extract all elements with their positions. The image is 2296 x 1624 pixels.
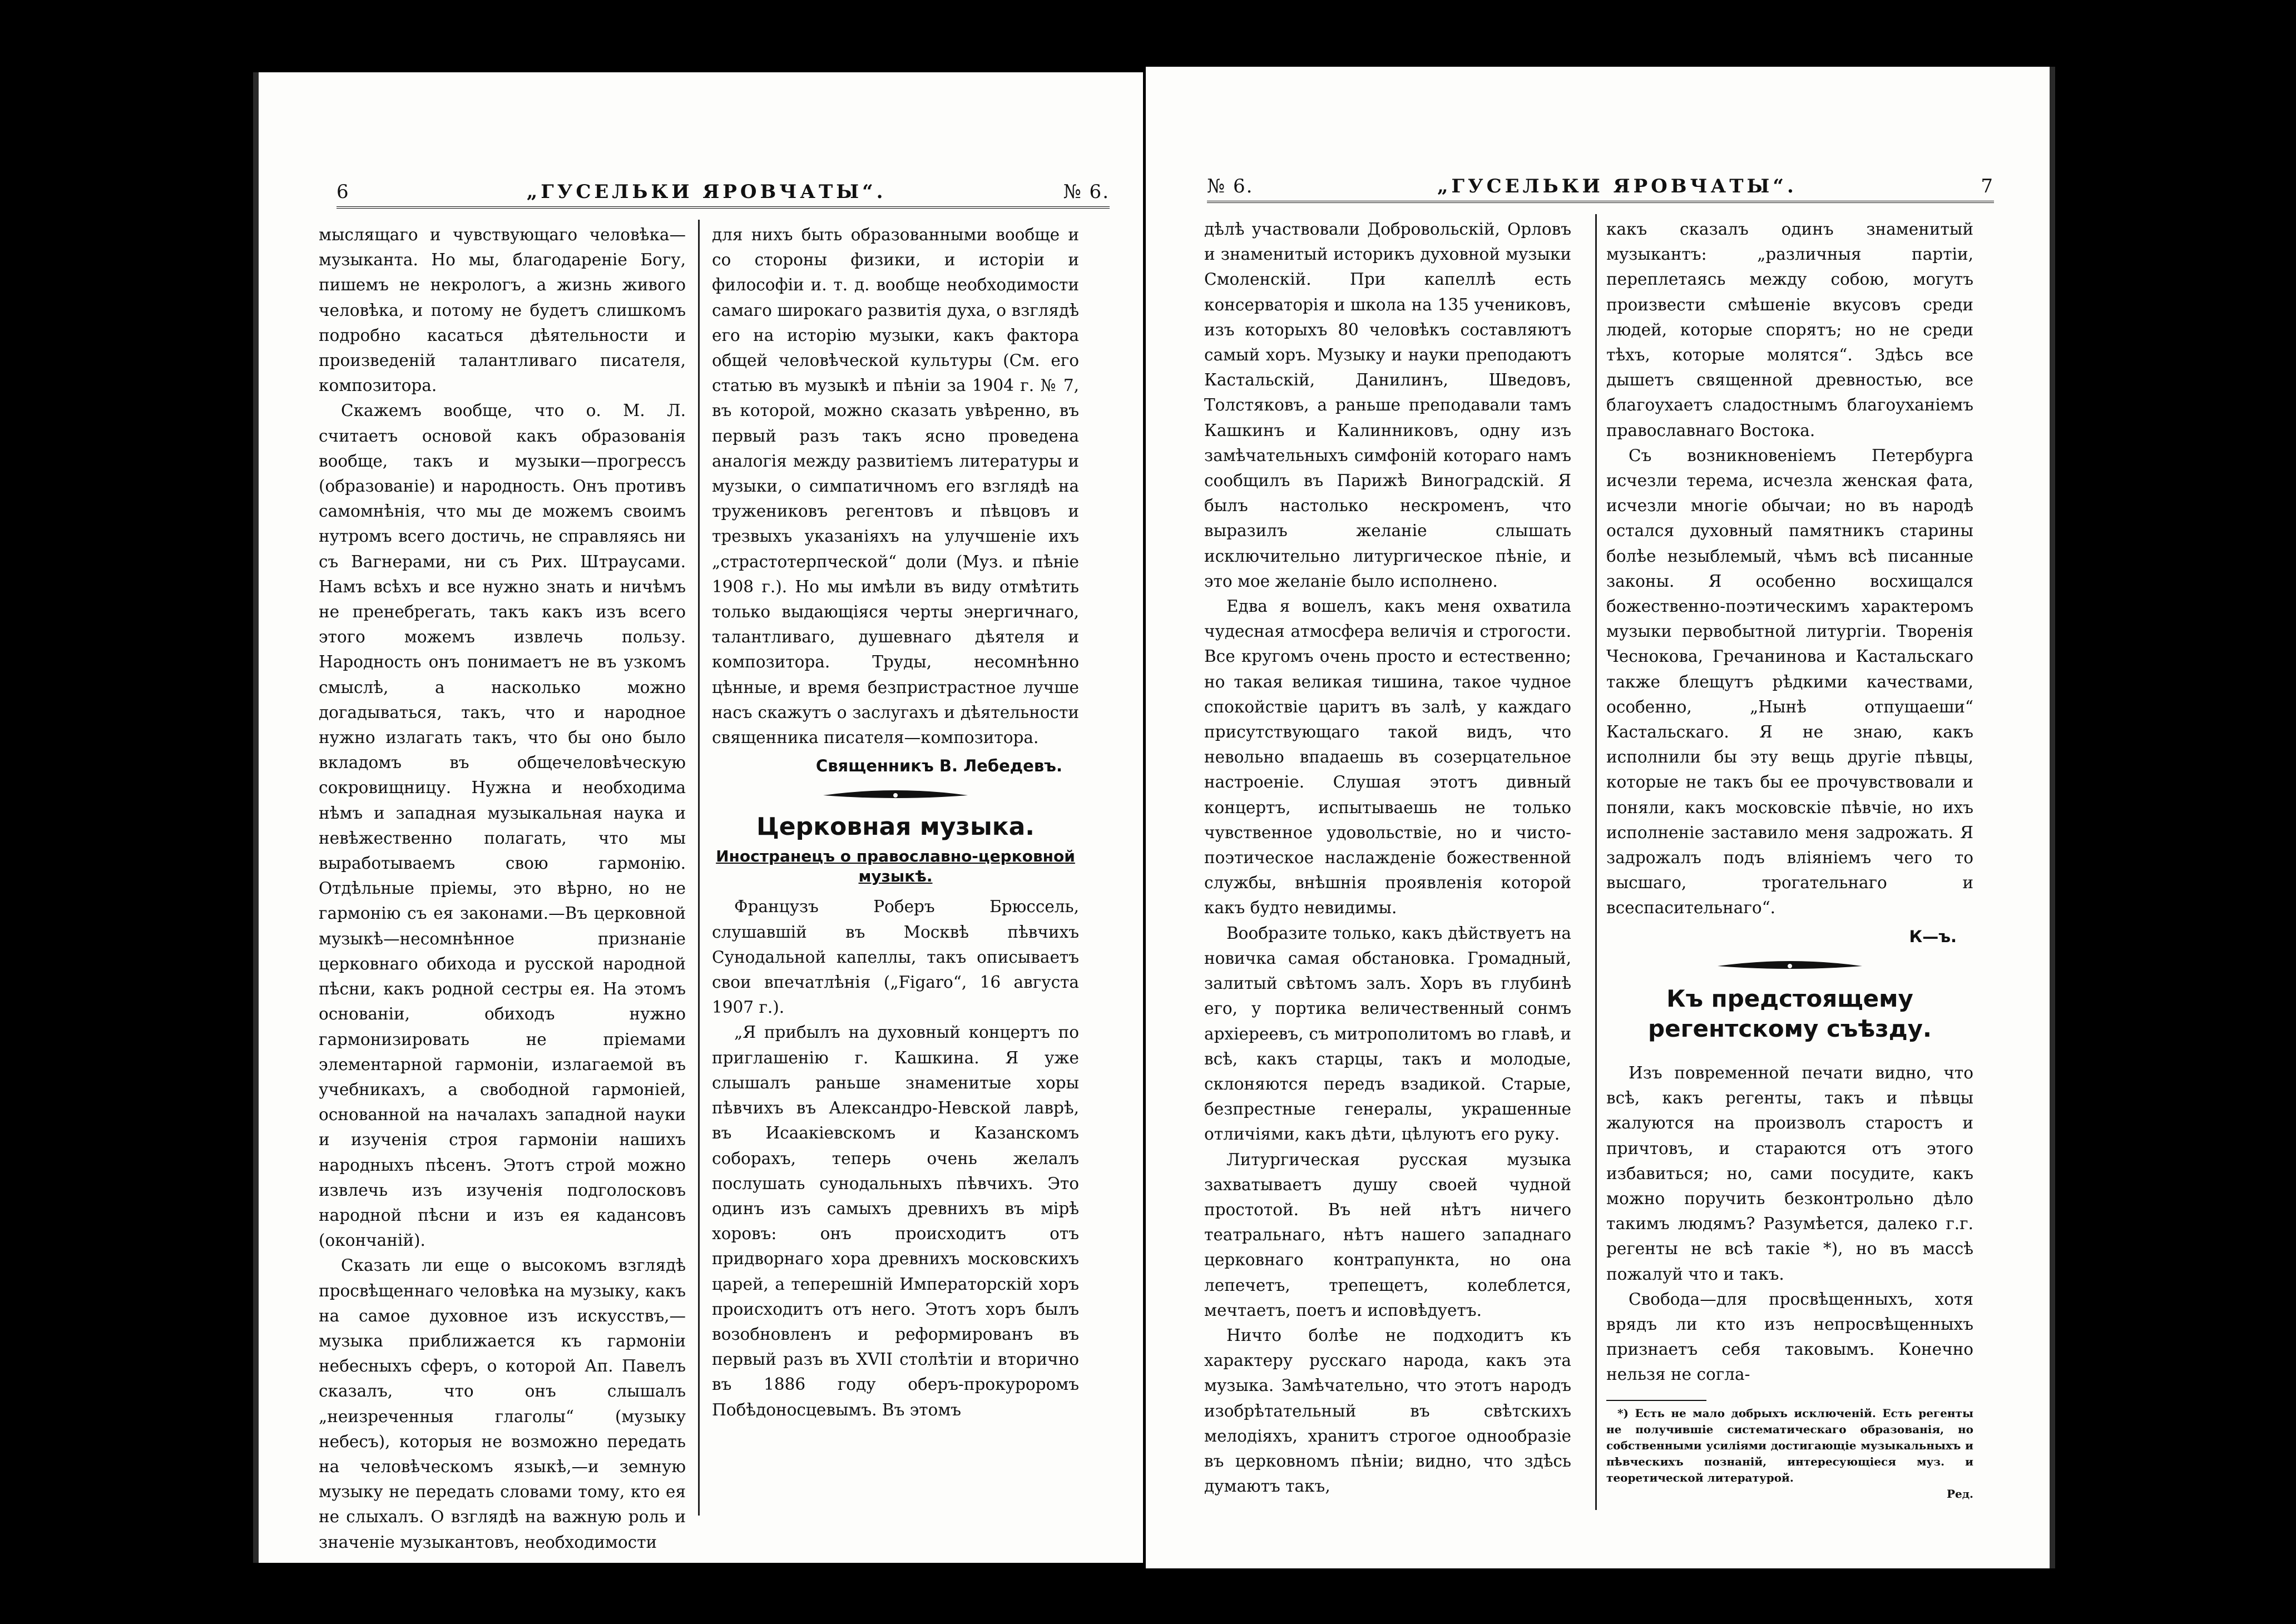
issue-number: № 6. — [1063, 181, 1110, 203]
left-column-1 — [319, 222, 686, 1555]
page-binding-edge — [2050, 67, 2055, 1568]
paragraph: для нихъ быть образованными вообще и со стороны физики, и исторіи и философіи и. т. д. вообще необходимости самаго широкаго развитія духа, о взглядѣ его на исторію музыки, какъ фактора общей человѣческой культуры (См. его статью въ музыкѣ и пѣніи за 1904 г. № 7, въ которой, можно сказать увѣренно, въ первый разъ такъ ясно проведена аналогія между развитіемъ литературы и музыки, о симпатичномъ его взглядѣ на тружениковъ регентовъ и пѣвцовъ и трезвыхъ указаніяхъ на улучшеніе ихъ „страстотерпческой“ доли (Муз. и пѣніе 1908 г.). Но мы имѣли въ виду отмѣтить только выдающіяся черты энергичнаго, талантливаго, душевнаго дѣятеля и композитора. Труды, несомнѣнно цѣнные, и время безпристрастное лучше насъ скажутъ о заслугахъ и дѣятельности священника писателя—композитора. — [712, 225, 1079, 747]
journal-title: „ГУСЕЛЬКИ ЯРОВЧАТЫ“. — [526, 181, 887, 203]
paragraph: Ничто болѣе не подходитъ къ характеру русскаго народа, какъ эта музыка. Замѣчательно, что этотъ народъ изобрѣтательный въ свѣтскихъ мелодіяхъ, хранитъ строгое однообразіе въ церковномъ пѣніи; видно, что здѣсь думаютъ такъ, — [1204, 1325, 1571, 1496]
paragraph: Французъ Роберъ Брюссель, слушавшій въ Москвѣ пѣвчихъ Сунодальной капеллы, такъ описываетъ свои впечатлѣнія („Figaro“, 16 августа 1907 г.). — [712, 897, 1079, 1017]
paragraph: Свобода—для просвѣщенныхъ, хотя врядъ ли кто изъ непросвѣщенныхъ признаетъ себя таковымъ. Конечно нельзя не согла- — [1606, 1289, 1973, 1384]
paragraph: дѣлѣ участвовали Добровольскій, Орловъ и знаменитый историкъ духовной музыки Смоленскій. При капеллѣ есть консерваторія и школа на 135 учениковъ, изъ которыхъ 80 человѣкъ составляютъ самый хоръ. Музыку и науки преподаютъ Кастальскій, Данилинъ, Шведовъ, Толстяковъ, а раньше преподавали тамъ Кашкинъ и Калинниковъ, одну изъ замѣчательныхъ симфоній котораго намъ сообщилъ въ Парижѣ Виноградскій. Я былъ настолько нескроменъ, что выразилъ желаніе слышать исключительно литургическое пѣніе, и это мое желаніе было исполнено. — [1204, 220, 1571, 591]
left-column-2 — [712, 222, 1079, 1423]
author-signature: К—ъ. — [1909, 927, 1957, 946]
footnote-divider — [1606, 1400, 1706, 1401]
right-column-2 — [1606, 217, 1973, 1502]
paragraph: Едва я вошелъ, какъ меня охватила чудесная атмосфера величія и строгости. Все кругомъ очень просто и естественно; но такая великая тишина, такое чудное спокойствіе царитъ въ залѣ, у каждаго присутствующаго такой видъ, что невольно впадаешь въ созерцательное настроеніе. Слушая этотъ дивный концертъ, испытываешь не только чувственное удовольствіе, но и чисто-поэтическое наслажденіе божественной службы, внѣшнія проявленія которой какъ будто невидимы. — [1204, 597, 1571, 918]
paragraph: Вообразите только, какъ дѣйствуетъ на новичка самая обстановка. Громадный, залитый свѣтомъ залъ. Хоръ въ глубинѣ его, у портика величественный сонмъ архіереевъ, съ митрополитомъ во главѣ, и всѣ, какъ старцы, такъ и молодые, склоняются передъ взадикой. Старые, безпрестные генералы, украшенные отличіями, какъ дѣти, цѣлуютъ его руку. — [1204, 923, 1571, 1144]
page-number: 7 — [1981, 175, 1994, 197]
ornament-divider-icon — [1712, 959, 1868, 973]
paragraph: Сказать ли еще о высокомъ взглядѣ просвѣщеннаго человѣка на музыку, какъ на самое духовное изъ искусствъ,—музыка приближается къ гармоніи небесныхъ сферъ, о которой Ап. Павелъ сказалъ, что онъ слышалъ „неизреченныя глаголы“ (музыку небесъ), которыя не возможно передать на человѣческомъ языкѣ,—и земную музыку не передать словами тому, кто ея не слыхалъ. О взглядѣ на важную роль и значеніе музыкантовъ, необходимости — [319, 1256, 686, 1552]
running-header — [1207, 164, 1994, 203]
column-divider — [698, 220, 700, 1516]
article-title: Церковная музыка. — [756, 813, 1035, 841]
paragraph: Съ возникновеніемъ Петербурга исчезли терема, исчезла женская фата, исчезли многіе обычаи; но въ народѣ остался духовный памятникъ старины болѣе незыблемый, чѣмъ всѣ писанные законы. Я особенно восхищался божественно-поэтическимъ характеромъ музыки первобытной литургіи. Творенія Чеснокова, Гречанинова и Кастальскаго также блещутъ рѣдкими качествами, особенно, „Нынѣ отпущаеши“ Кастальскаго. Я не знаю, какъ исполнили бы эту вещь другіе пѣвцы, которые не такъ бы ее прочувствовали и поняли, какъ московскіе пѣвчіе, но ихъ исполненіе заставило меня задрожать. Я задрожалъ подъ вліяніемъ чего то высшаго, трогательнаго и всеспасительнаго“. — [1606, 445, 1973, 918]
paragraph: Скажемъ вообще, что о. М. Л. считаетъ основой какъ образованія вообще, такъ и музыки—прогрессъ (образованіе) и народность. Онъ противъ самомнѣнія, что мы де можемъ своимъ нутромъ всего достичь, не справляясь ни съ Вагнерами, ни съ Рих. Штраусами. Намъ всѣхъ и все нужно знать и ничѣмъ не пренебрегать, такъ какъ изъ всего этого можемъ извлечь пользу. Народность онъ понимаетъ не въ узкомъ смыслѣ, а насколько можно догадываться, такъ, что и народное нужно излагать такъ, что бы оно было вкладомъ въ общечеловѣческую сокровищницу. Нужна и необходима нѣмъ и западная музыкальная наука и невѣжественно полагать, что мы выработываемъ свою гармонію. Отдѣльные пріемы, это вѣрно, но не гармонію съ ея законами.—Въ церковной музыкѣ—несомнѣнное признаніе церковнаго обихода и русской народной пѣсни, какъ родной сестры ея. На этомъ основаніи, обиходъ нужно гармонизировать не пріемами элементарной гармоніи, излагаемой въ учебникахъ, а свободной гармоніей, основанной на началахъ западной науки и изученія строя гармоніи нашихъ народныхъ пѣсенъ. Этотъ строй можно извлечь изъ изученія подголосковъ народной пѣсни и изъ ея кадансовъ (окончаній). — [319, 401, 686, 1250]
left-page — [253, 72, 1143, 1563]
section-title: Къ предстоящему регентскому съѣзду. — [1648, 984, 1932, 1042]
right-column-1 — [1204, 217, 1571, 1499]
ornament-divider-icon — [818, 789, 973, 802]
paragraph: Литургическая русская музыка захватываетъ душу своей чудной простотой. Въ ней нѣтъ ничего театральнаго, нѣтъ нашего западнаго церковнаго контрапункта, но она лепечетъ, трепещетъ, колеблется, мечтаетъ, поетъ и исповѣдуетъ. — [1204, 1150, 1571, 1320]
issue-number: № 6. — [1207, 175, 1254, 197]
paragraph: мыслящаго и чувствующаго человѣка—музыканта. Но мы, благодареніе Богу, пишемъ не некрологъ, а жизнь живого человѣка, и потому не будетъ слишкомъ подробно касаться дѣятельности и произведеній талантливаго писателя, композитора. — [319, 225, 686, 395]
column-divider — [1595, 214, 1597, 1510]
running-header — [337, 170, 1110, 209]
paragraph: Изъ повременной печати видно, что всѣ, какъ регенты, такъ и пѣвцы жалуются на произволъ старостъ и причтовъ, и стараются отъ этого избавиться; но, сами посудите, какъ можно поручить безконтрольно дѣло такимъ людямъ? Разумѣется, далеко г.г. регенты не всѣ такіе *), но въ массѣ пожалуй что и такъ. — [1606, 1063, 1973, 1284]
author-signature: Священникъ В. Лебедевъ. — [815, 756, 1062, 776]
paragraph: „Я прибылъ на духовный концертъ по приглашенію г. Кашкина. Я уже слышалъ раньше знаменитые хоры пѣвчихъ въ Александро-Невской лаврѣ, въ Исаакіевскомъ и Казанскомъ соборахъ, теперь очень желалъ послушать сунодальныхъ пѣвчихъ. Это одинъ изъ самыхъ древнихъ въ мірѣ хоровъ: онъ происходитъ отъ придворнаго хора древнихъ московскихъ царей, а теперешній Императорскій хоръ происходитъ отъ него. Этотъ хоръ былъ возобновленъ и реформированъ въ первый разъ въ XVII столѣтіи и вторично въ 1886 году оберъ-прокуроромъ Побѣдоносцевымъ. Въ этомъ — [712, 1023, 1079, 1419]
journal-title: „ГУСЕЛЬКИ ЯРОВЧАТЫ“. — [1437, 175, 1797, 197]
article-subtitle: Иностранецъ о православно-церковной музыкѣ. — [716, 847, 1075, 886]
page-binding-edge — [253, 72, 259, 1563]
page-number: 6 — [337, 181, 350, 203]
paragraph: какъ сказалъ одинъ знаменитый музыкантъ: „различныя партіи, переплетаясь между собою, могутъ произвести смѣшеніе вкусовъ среди людей, которые спорятъ; но не среди тѣхъ, которые молятся“. Здѣсь все дышетъ священной древностью, все благоухаетъ сладостнымъ благоуханіемъ православнаго Востока. — [1606, 220, 1973, 440]
right-page — [1146, 67, 2055, 1568]
footnote-editor-mark: Ред. — [1946, 1487, 1973, 1501]
footnote: *) Есть не мало добрыхъ исключеній. Есть регенты не получившіе систематическаго образованія, но собственными усиліями достигающіе музыкальныхъ и пѣвческихъ познаній, интересующіеся муз. и теоретической литературой. — [1606, 1406, 1973, 1484]
